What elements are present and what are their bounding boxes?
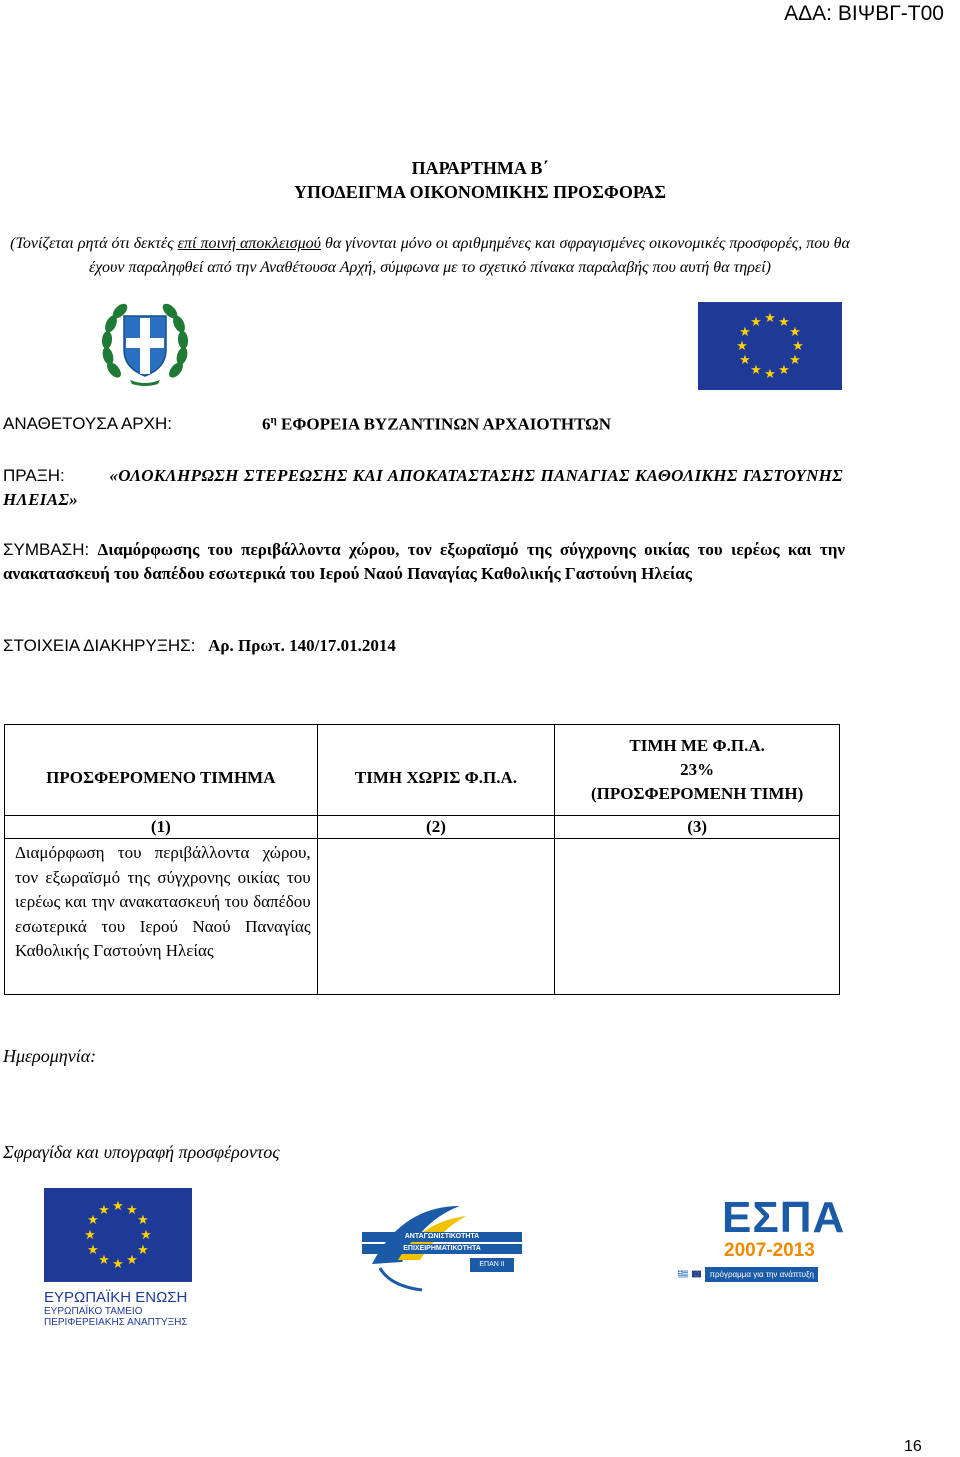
svg-text:★: ★ [112, 1257, 124, 1272]
price-without-vat-cell[interactable] [317, 839, 555, 995]
signature-label: Σφραγίδα και υπογραφή προσφέροντος [3, 1142, 280, 1162]
espa-logo [678, 1193, 846, 1282]
svg-text:★: ★ [87, 1243, 99, 1258]
project-field [3, 464, 843, 512]
tender-details [3, 636, 396, 656]
svg-text:★: ★ [739, 353, 751, 368]
svg-text:★: ★ [98, 1203, 110, 1218]
espa-years: 2007-2013 [724, 1240, 815, 1261]
header-price-with-vat: ΤΙΜΗ ΜΕ Φ.Π.Α. 23% (ΠΡΟΣΦΕΡΟΜΕΝΗ ΤΙΜΗ) [555, 725, 840, 816]
contract-field [3, 538, 845, 586]
annex-title: ΠΑΡΑΡΤΗΜΑ Β΄ [411, 158, 549, 178]
table-number-row [5, 816, 840, 839]
eu-flag-small-icon [44, 1188, 192, 1282]
contract-value: Διαμόρφωσης του περιβάλλοντα χώρου, τον εξωραϊσμό της σύγχρονης οικίας του ιερέως και την ανακατασκευή του δαπέδου εσωτερικά του Ιερού Ναού Παναγίας Καθολικής Γαστούνη Ηλείας [3, 540, 845, 583]
svg-text:★: ★ [140, 1228, 152, 1243]
contract-label: ΣΥΜΒΑΣΗ: [3, 540, 90, 559]
svg-text:★: ★ [789, 353, 801, 368]
header-price-without-vat: ΤΙΜΗ ΧΩΡΙΣ Φ.Π.Α. [317, 725, 555, 816]
svg-text:★: ★ [126, 1203, 138, 1218]
column-number: (3) [555, 816, 840, 839]
column-number: (2) [317, 816, 555, 839]
svg-text:★: ★ [789, 325, 801, 340]
svg-text:★: ★ [764, 311, 776, 326]
espa-slogan: πρόγραμμα για την ανάπτυξη [705, 1267, 818, 1282]
table-row [5, 839, 840, 995]
svg-text:★: ★ [84, 1228, 96, 1243]
eu-flag-tiny-icon [692, 1266, 701, 1282]
svg-text:★: ★ [98, 1253, 110, 1268]
ada-code: ΑΔΑ: ΒΙΨΒΓ-Τ00 [784, 2, 944, 25]
exclusion-note-underlined: επί ποινή αποκλεισμού [177, 235, 321, 252]
page-number: 16 [904, 1438, 922, 1455]
document-title: ΥΠΟΔΕΙΓΜΑ ΟΙΚΟΝΟΜΙΚΗΣ ΠΡΟΣΦΟΡΑΣ [294, 182, 666, 202]
offer-table [4, 724, 840, 995]
espa-title: ΕΣΠΑ [722, 1193, 846, 1242]
greek-coat-of-arms-icon [100, 300, 190, 386]
table-header-row [5, 725, 840, 816]
svg-text:★: ★ [112, 1199, 124, 1214]
exclusion-note: (Τονίζεται ρητά ότι δεκτές επί ποινή αποκλεισμού θα γίνονται μόνο οι αριθμημένες και σφραγισμένες οικονομικές προσφορές, που θα έχουν παραληφθεί από την Αναθέτουσα Αρχή, σύμφωνα με το σχετικό πίνακα παραλαβής που αυτή θα τηρεί) [10, 235, 850, 276]
header-offered-price: ΠΡΟΣΦΕΡΟΜΕΝΟ ΤΙΜΗΜΑ [5, 725, 318, 816]
svg-text:★: ★ [736, 339, 748, 354]
svg-text:★: ★ [126, 1253, 138, 1268]
svg-text:★: ★ [137, 1213, 149, 1228]
svg-text:★: ★ [792, 339, 804, 354]
project-value: «ΟΛΟΚΛΗΡΩΣΗ ΣΤΕΡΕΩΣΗΣ ΚΑΙ ΑΠΟΚΑΤΑΣΤΑΣΗΣ ΠΑΝΑΓΙΑΣ ΚΑΘΟΛΙΚΗΣ ΓΑΣΤΟΥΝΗΣ ΗΛΕΙΑΣ» [3, 466, 843, 509]
svg-text:★: ★ [764, 367, 776, 382]
column-number: (1) [5, 816, 318, 839]
svg-text:★: ★ [750, 363, 762, 378]
tender-label: ΣΤΟΙΧΕΙΑ ΔΙΑΚΗΡΥΞΗΣ: [3, 636, 196, 655]
price-with-vat-cell[interactable] [555, 839, 840, 995]
svg-text:★: ★ [778, 315, 790, 330]
svg-text:★: ★ [87, 1213, 99, 1228]
authority-label: ΑΝΑΘΕΤΟΥΣΑ ΑΡΧΗ: [3, 414, 172, 433]
svg-text:★: ★ [137, 1243, 149, 1258]
project-label: ΠΡΑΞΗ: [3, 466, 65, 485]
svg-text:★: ★ [750, 315, 762, 330]
authority-value: $6^\eta$ ΕΦΟΡΕΙΑ ΒΥΖΑΝΤΙΝΩΝ ΑΡΧΑΙΟΤΗΤΩΝ [262, 414, 612, 434]
tender-value: Αρ. Πρωτ. 140/17.01.2014 [208, 636, 396, 655]
offer-description: Διαμόρφωση του περιβάλλοντα χώρου, τον εξωραϊσμό της σύγχρονης οικίας του ιερέως και την ανακατασκευή του δαπέδου εσωτερικά του Ιερού Ναού Παναγίας Καθολικής Γαστούνη Ηλείας [5, 839, 318, 995]
svg-text:★: ★ [739, 325, 751, 340]
eu-erdf-logo: ★ ★ ★ ★ ★ ★ ★ ★ ★ ★ ★ ★ ΕΥΡΩΠΑΪΚΗ ΕΝΩΣΗ ΕΥΡΩΠΑΪΚΟ ΤΑΜΕΙΟ ΠΕΡΙΦΕΡΕΙΑΚΗΣ ΑΝΑΠΤΥΞΗΣ [44, 1188, 196, 1325]
epan-logo: ΑΝΤΑΓΩΝΙΣΤΙΚΟΤΗΤΑ ΕΠΙΧΕΙΡΗΜΑΤΙΚΟΤΗΤΑ ΕΠΑΝ ΙΙ [362, 1198, 522, 1302]
date-label: Ημερομηνία: [3, 1046, 97, 1066]
greek-flag-icon [678, 1266, 688, 1282]
svg-text:★: ★ [778, 363, 790, 378]
eu-flag-icon [698, 302, 842, 390]
